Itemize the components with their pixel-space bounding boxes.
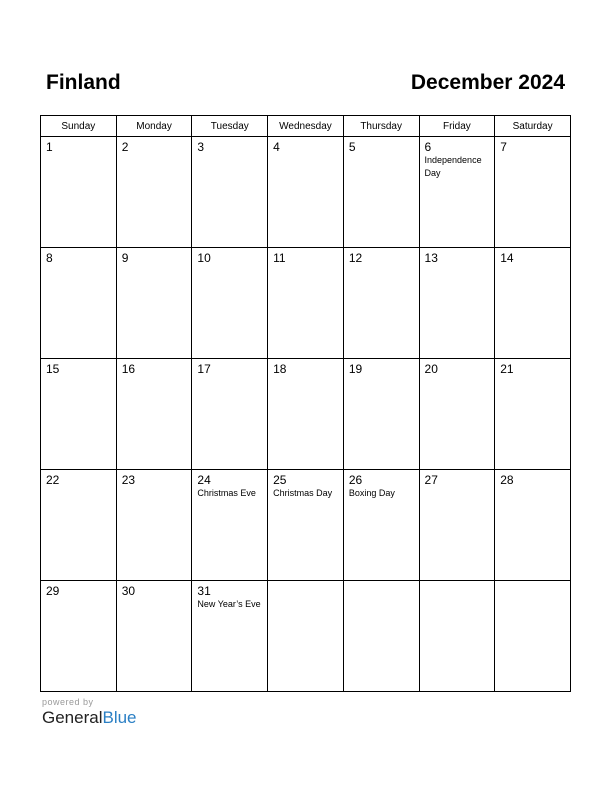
day-number: 3	[197, 140, 205, 154]
logo-blue: Blue	[102, 708, 137, 727]
day-cell	[116, 581, 192, 692]
day-number: 20	[424, 362, 438, 376]
day-number: 18	[273, 362, 287, 376]
day-number: 7	[500, 140, 507, 154]
day-number: 22	[46, 473, 60, 487]
day-cell	[192, 137, 268, 248]
day-number: 16	[121, 362, 136, 376]
day-cell	[343, 137, 419, 248]
day-number: 28	[500, 473, 514, 487]
day-cell	[192, 581, 268, 692]
day-cell	[116, 248, 192, 359]
day-cell	[343, 359, 419, 470]
week-row	[41, 137, 571, 248]
day-cell	[268, 470, 344, 581]
day-cell	[419, 137, 495, 248]
day-number: 17	[197, 362, 211, 376]
day-cell	[116, 470, 192, 581]
weekday-header-row	[41, 116, 571, 137]
day-cell	[41, 248, 117, 359]
weekday-wednesday: Wednesday	[268, 116, 344, 137]
day-cell	[41, 470, 117, 581]
day-cell	[192, 470, 268, 581]
day-number	[268, 581, 343, 584]
week-row	[41, 470, 571, 581]
calendar-grid	[40, 115, 571, 692]
day-cell	[495, 359, 571, 470]
day-number: 30	[121, 584, 136, 598]
weekday-saturday: Saturday	[495, 116, 571, 137]
day-number: 25	[273, 473, 287, 487]
day-number: 29	[46, 584, 60, 598]
day-number: 13	[424, 251, 438, 265]
day-number: 6	[424, 140, 432, 154]
day-number: 2	[121, 140, 129, 154]
day-cell	[268, 359, 344, 470]
weekday-sunday: Sunday	[41, 116, 117, 137]
day-number: 27	[424, 473, 438, 487]
day-number: 19	[348, 362, 363, 376]
day-number: 21	[500, 362, 514, 376]
day-cell	[268, 137, 344, 248]
holiday-label: New Year’s Eve	[197, 599, 261, 609]
day-number	[495, 581, 570, 584]
footer-branding	[42, 697, 137, 728]
day-number: 31	[197, 584, 211, 598]
month-year-title: December 2024	[410, 71, 565, 94]
week-row	[41, 248, 571, 359]
day-cell	[268, 581, 344, 692]
holiday-label: Christmas Day	[273, 488, 333, 498]
day-number	[420, 581, 495, 584]
day-cell	[41, 137, 117, 248]
weekday-tuesday: Tuesday	[192, 116, 268, 137]
weekday-monday: Monday	[116, 116, 192, 137]
day-number: 5	[348, 140, 356, 154]
day-cell	[41, 581, 117, 692]
day-number: 1	[46, 140, 53, 154]
day-number: 9	[121, 251, 129, 265]
day-cell	[495, 581, 571, 692]
holiday-label: Independence Day	[424, 155, 482, 178]
day-number: 8	[46, 251, 53, 265]
day-cell	[192, 248, 268, 359]
country-title: Finland	[46, 71, 121, 94]
day-cell	[116, 137, 192, 248]
holiday-label: Christmas Eve	[197, 488, 256, 498]
day-cell	[419, 248, 495, 359]
day-number: 14	[500, 251, 514, 265]
day-cell	[116, 359, 192, 470]
day-cell	[343, 248, 419, 359]
day-number: 4	[273, 140, 280, 154]
day-cell	[192, 359, 268, 470]
day-cell	[495, 470, 571, 581]
day-cell	[268, 248, 344, 359]
day-number: 26	[348, 473, 363, 487]
day-number: 15	[46, 362, 60, 376]
powered-by-text: powered by	[42, 697, 94, 707]
day-number: 11	[273, 251, 286, 265]
day-number: 10	[197, 251, 211, 265]
day-cell	[41, 359, 117, 470]
day-cell	[495, 248, 571, 359]
day-number: 23	[121, 473, 136, 487]
logo-general: General	[42, 708, 103, 727]
day-cell	[419, 470, 495, 581]
day-cell	[343, 581, 419, 692]
weekday-friday: Friday	[419, 116, 495, 137]
day-cell	[495, 137, 571, 248]
day-cell	[343, 470, 419, 581]
week-row	[41, 359, 571, 470]
day-number: 12	[348, 251, 363, 265]
week-row	[41, 581, 571, 692]
day-number	[344, 581, 419, 584]
weekday-thursday: Thursday	[343, 116, 419, 137]
day-cell	[419, 581, 495, 692]
day-cell	[419, 359, 495, 470]
holiday-label: Boxing Day	[348, 488, 395, 498]
day-number: 24	[197, 473, 211, 487]
generalblue-logo	[42, 708, 137, 728]
